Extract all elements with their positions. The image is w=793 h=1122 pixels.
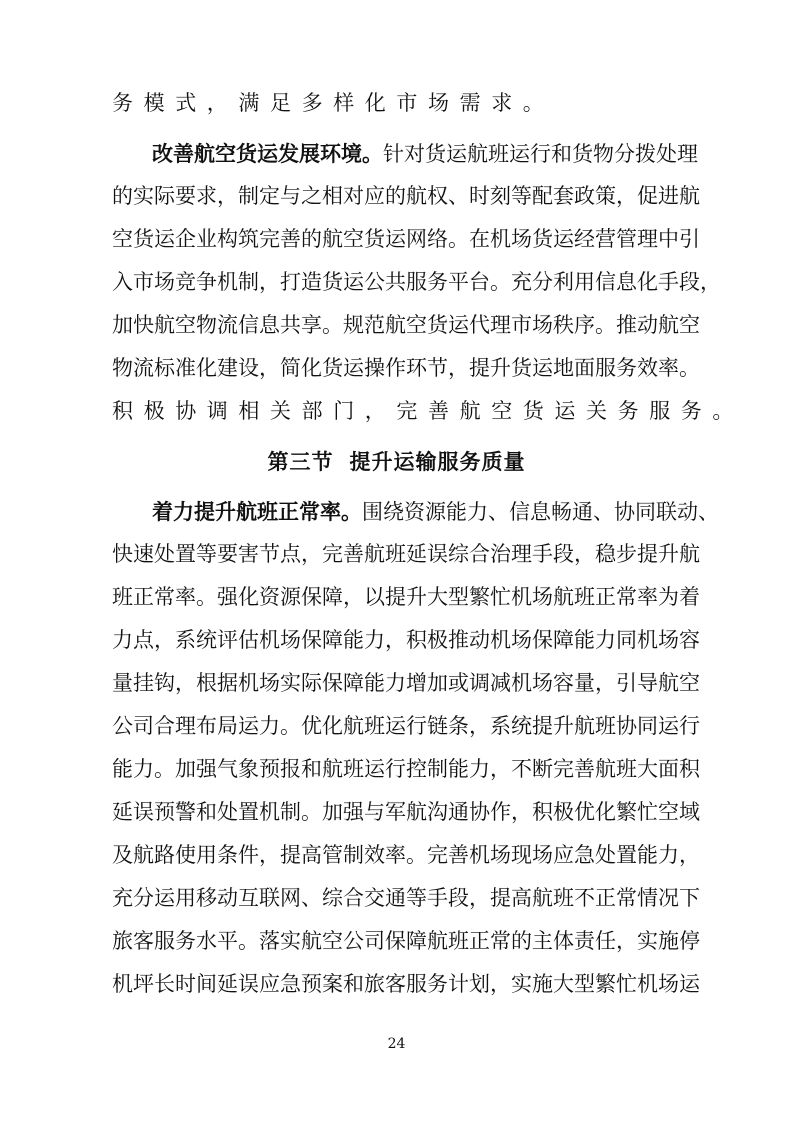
text-line: 延误预警和处置机制。加强与军航沟通协作，积极优化繁忙空域 (112, 800, 700, 824)
text-line: 及航路使用条件，提高管制效率。完善机场现场应急处置能力， (112, 843, 700, 867)
text-span: 针对货运航班运行和货物分拨处理 (383, 142, 698, 166)
text-line: 量挂钩，根据机场实际保障能力增加或调减机场容量，引导航空 (112, 671, 700, 695)
text-span: 围绕资源能力、信息畅通、协同联动、 (362, 500, 719, 524)
text-line: 空货运企业构筑完善的航空货运网络。在机场货运经营管理中引 (112, 227, 700, 251)
paragraph-flight-punctuality (112, 490, 719, 1006)
text-line: 物流标准化建设，简化货运操作环节，提升货运地面服务效率。 (112, 356, 700, 380)
text-line: 务模式，满足多样化市场需求。 (112, 91, 555, 115)
section-number: 第三节 (267, 449, 334, 474)
text-line: 充分运用移动互联网、综合交通等手段，提高航班不正常情况下 (112, 886, 700, 910)
page-number: 24 (387, 1036, 406, 1052)
text-line: 旅客服务水平。落实航空公司保障航班正常的主体责任，实施停 (112, 929, 700, 953)
text-line: 能力。加强气象预报和航班运行控制能力，不断完善航班大面积 (112, 757, 700, 781)
text-line: 公司合理布局运力。优化航班运行链条，系统提升航班协同运行 (112, 714, 700, 738)
text-line (112, 490, 719, 533)
text-line: 加快航空物流信息共享。规范航空货运代理市场秩序。推动航空 (112, 313, 700, 337)
paragraph-continuation (112, 82, 684, 125)
text-line: 班正常率。强化资源保障，以提升大型繁忙机场航班正常率为着 (112, 585, 700, 609)
text-line: 的实际要求，制定与之相对应的航权、时刻等配套政策，促进航 (112, 184, 700, 208)
text-line: 入市场竞争机制，打造货运公共服务平台。充分利用信息化手段， (112, 270, 721, 294)
text-line: 快速处置等要害节点，完善航班延误综合治理手段，稳步提升航 (112, 542, 700, 566)
text-line: 机坪长时间延误应急预案和旅客服务计划，实施大型繁忙机场运 (112, 972, 700, 996)
paragraph-lead: 改善航空货运发展环境。 (152, 141, 383, 166)
paragraph-cargo-environment (112, 132, 744, 433)
section-heading (0, 440, 793, 483)
text-line (112, 132, 698, 175)
text-line: 积极协调相关部门，完善航空货运关务服务。 (112, 399, 744, 423)
section-title: 提升运输服务质量 (349, 449, 526, 474)
paragraph-lead: 着力提升航班正常率。 (152, 499, 362, 524)
text-line: 力点，系统评估机场保障能力，积极推动机场保障能力同机场容 (112, 628, 700, 652)
